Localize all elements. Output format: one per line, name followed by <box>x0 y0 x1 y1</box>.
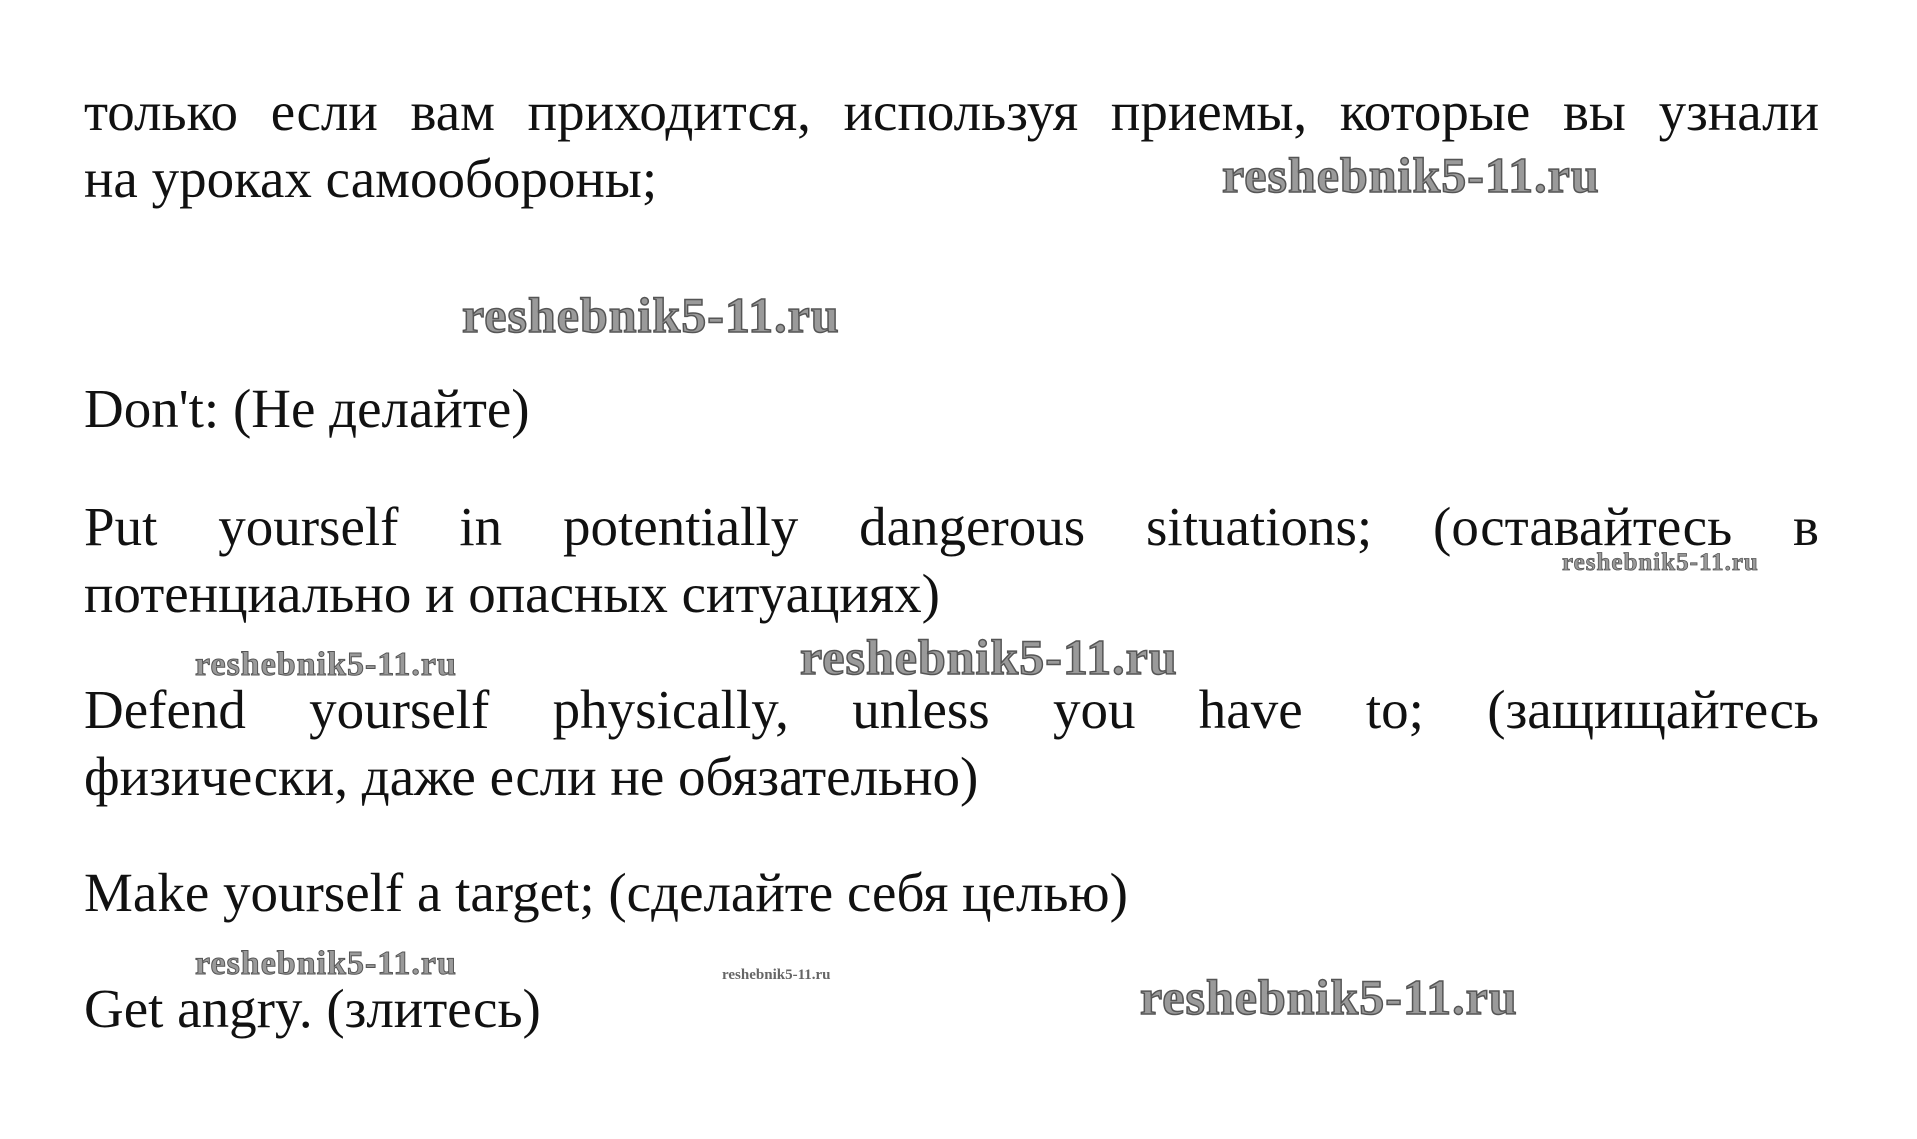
text-line-defend: Defend yourself physically, unless you have to; (защищайтесь <box>84 679 1819 740</box>
text-line-2: на уроках самообороны; <box>84 148 658 209</box>
section-heading-dont: Don't: (Не делайте) <box>84 378 530 439</box>
watermark: reshebnik5-11.ru <box>1562 549 1759 576</box>
watermark: reshebnik5-11.ru <box>1222 147 1600 203</box>
text-line-defend-cont: физически, даже если не обязательно) <box>84 746 979 807</box>
text-line-make-target: Make yourself a target; (сделайте себя целью) <box>84 862 1128 923</box>
watermark: reshebnik5-11.ru <box>800 629 1178 685</box>
watermark: reshebnik5-11.ru <box>462 287 840 343</box>
watermark: reshebnik5-11.ru <box>722 967 831 983</box>
text-line-get-angry: Get angry. (злитесь) <box>84 978 541 1039</box>
watermark: reshebnik5-11.ru <box>1140 969 1518 1025</box>
text-line-put-yourself: Put yourself in potentially dangerous situations; (оставайтесь в <box>84 496 1819 557</box>
text-line-put-yourself-cont: потенциально и опасных ситуациях) <box>84 563 940 624</box>
text-line-1: только если вам приходится, используя приемы, которые вы узнали <box>84 81 1819 142</box>
watermark: reshebnik5-11.ru <box>195 945 457 982</box>
watermark: reshebnik5-11.ru <box>195 646 457 683</box>
